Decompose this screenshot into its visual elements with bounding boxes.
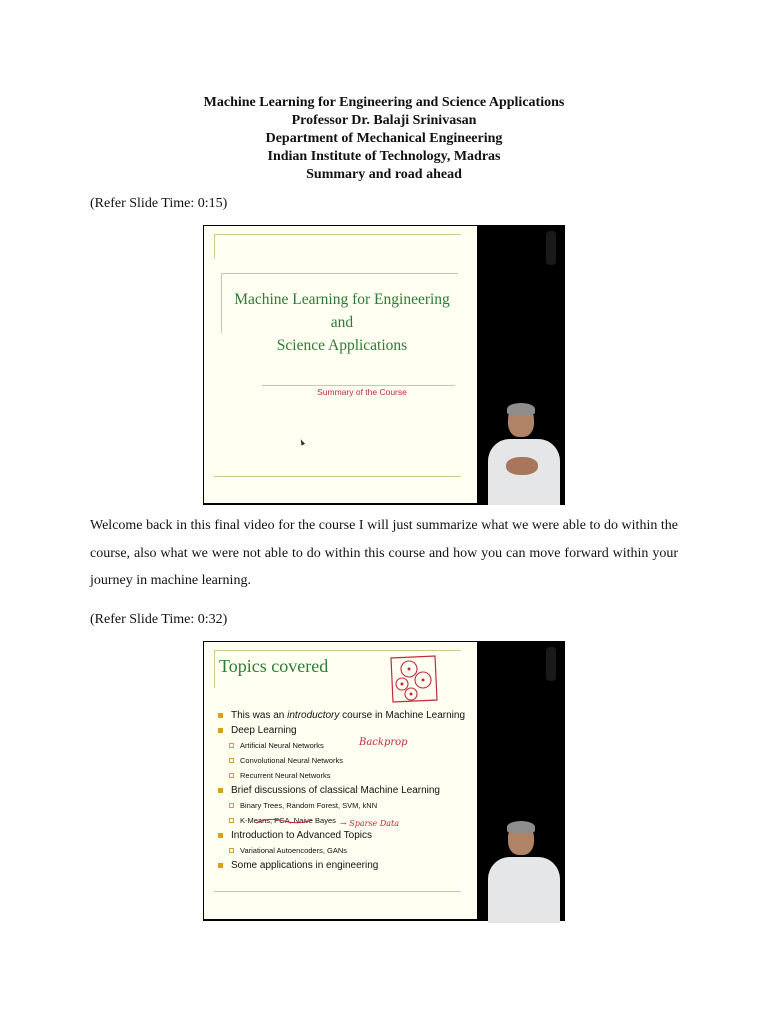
slide-time-reference-1: (Refer Slide Time: 0:15) [90, 196, 228, 211]
presenter-video [484, 823, 564, 923]
slide-frame-1 [203, 225, 565, 505]
mouse-cursor-icon [299, 438, 305, 445]
slide-rule [214, 234, 215, 259]
sub-bullet-item: Binary Trees, Random Forest, SVM, kNN [216, 798, 471, 813]
slide-frame-2 [203, 641, 565, 921]
professor-name: Professor Dr. Balaji Srinivasan [291, 113, 477, 128]
slide-1-title-line-2: Science Applications [276, 337, 408, 354]
slide-rule [221, 273, 458, 274]
sub-bullet-item: Artificial Neural Networks [216, 738, 471, 753]
transcript-paragraph: Welcome back in this final video for the course I will just summarize what we were able to do within the course, also what we were not able to do within this course and how you can move forward within your journey in machine learning. [90, 518, 678, 588]
slide-1 [204, 226, 477, 503]
backprop-annotation: Backprop [359, 737, 408, 748]
slide-time-reference-2: (Refer Slide Time: 0:32) [90, 612, 228, 627]
bullet-item: Brief discussions of classical Machine Learning [216, 783, 471, 798]
slide-1-subtitle: Summary of the Course [317, 387, 407, 397]
bullet-item [216, 708, 471, 723]
slide-2 [204, 642, 477, 919]
presenter-video [484, 405, 564, 505]
cluster-sketch-icon [387, 652, 439, 706]
presenter-shirt [488, 857, 560, 923]
presenter-hair [507, 403, 535, 415]
slide-rule [262, 385, 455, 386]
slide-rule [214, 476, 461, 477]
slide-2-bullet-list [216, 708, 471, 873]
bullet-item: Introduction to Advanced Topics [216, 828, 471, 843]
slide-rule [214, 650, 461, 651]
sub-bullet-item: Variational Autoencoders, GANs [216, 843, 471, 858]
sub-bullet-item: Convolutional Neural Networks [216, 753, 471, 768]
slide-1-title [222, 288, 462, 357]
sub-bullet-item: Recurrent Neural Networks [216, 768, 471, 783]
bullet-emphasis: introductory [287, 710, 340, 721]
slide-2-title: Topics covered [219, 656, 329, 676]
bullet-text: This was an [231, 710, 288, 721]
slide-1-title-line-1: Machine Learning for Engineering and [234, 291, 450, 331]
bullet-item: Some applications in engineering [216, 858, 471, 873]
bullet-text: course in Machine Learning [339, 710, 466, 721]
lecture-title: Summary and road ahead [306, 167, 462, 182]
slide-rule [214, 650, 215, 688]
institute-name: Indian Institute of Technology, Madras [267, 149, 501, 164]
presenter-hands [506, 457, 538, 475]
underline-scribble-icon [254, 817, 314, 825]
slide-rule [214, 234, 461, 235]
presenter-hair [507, 821, 535, 833]
slide-rule [214, 891, 461, 892]
sparse-data-annotation: → Sparse Data [340, 819, 399, 828]
lamp-icon [546, 231, 556, 265]
lamp-icon [546, 647, 556, 681]
sub-bullet-item: K-Means, PCA, Naive Bayes [216, 813, 471, 828]
course-title: Machine Learning for Engineering and Science Applications [203, 95, 565, 110]
document-header [0, 94, 768, 184]
bullet-item: Deep Learning [216, 723, 471, 738]
department-name: Department of Mechanical Engineering [265, 131, 503, 146]
